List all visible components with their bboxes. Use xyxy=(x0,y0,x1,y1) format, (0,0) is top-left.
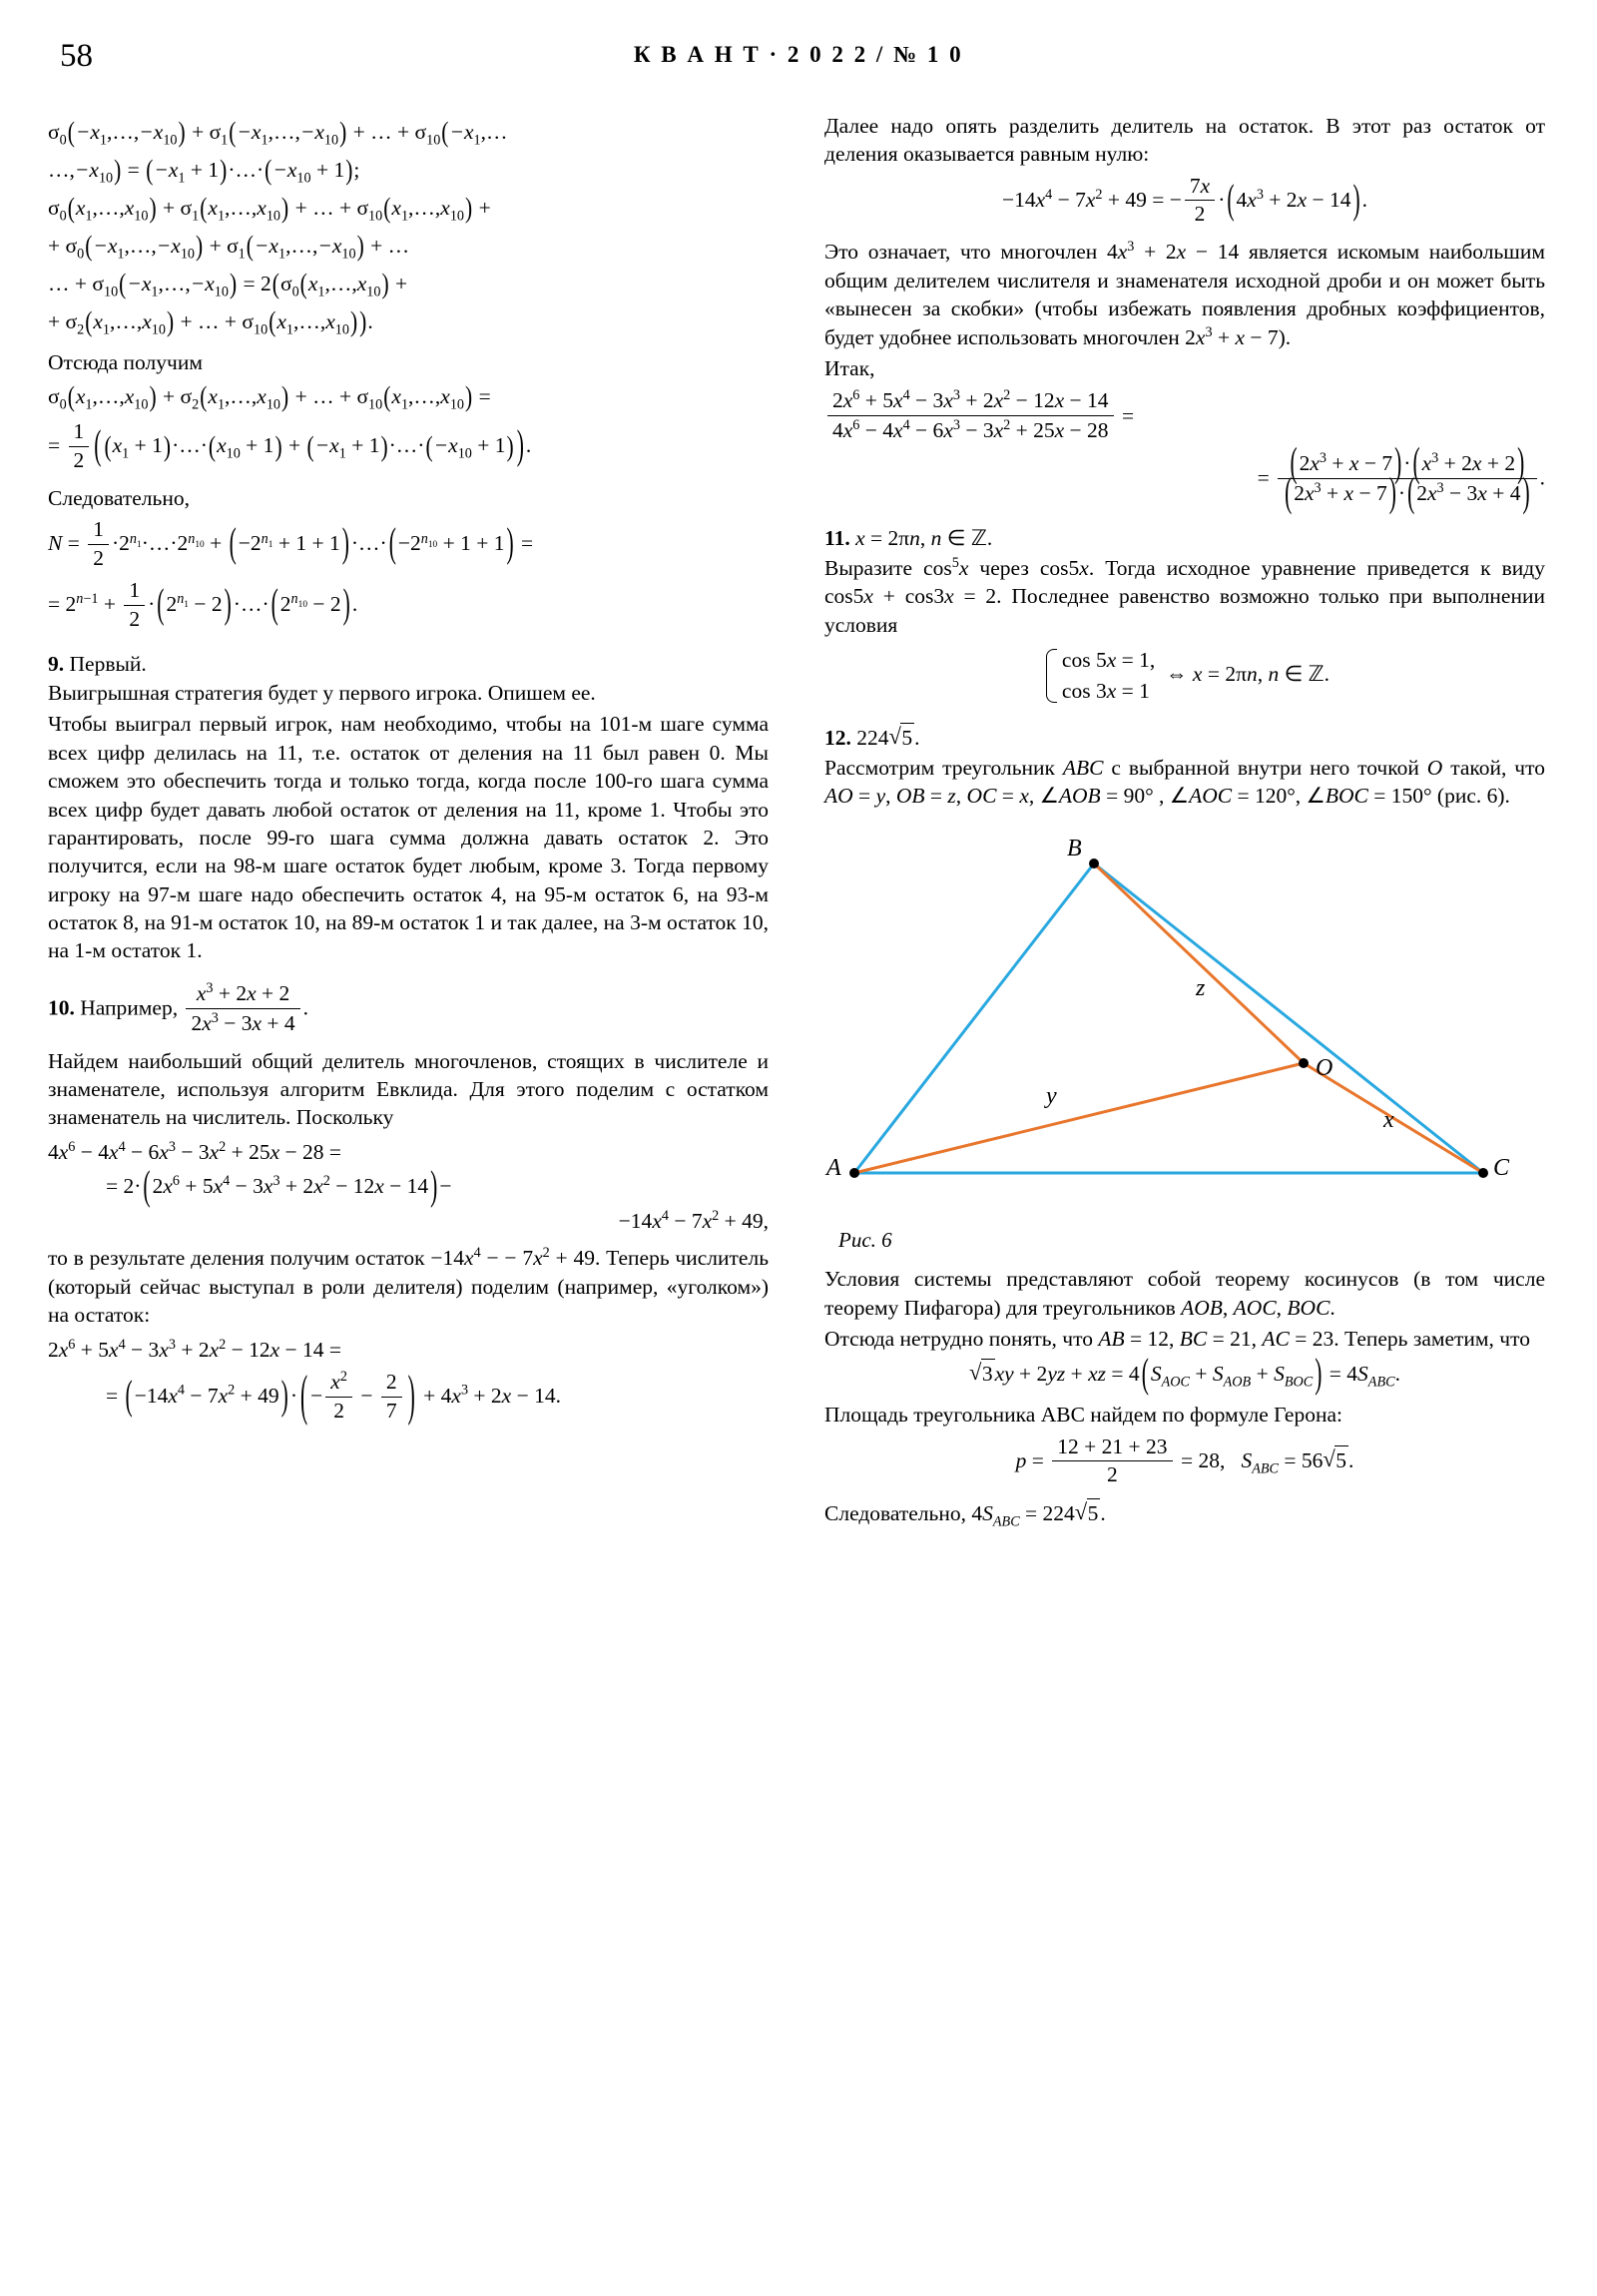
solution-10-fraction xyxy=(186,980,299,1037)
page-number: 58 xyxy=(60,38,93,74)
two-column-body xyxy=(48,112,1549,2266)
right-paragraph-5: Отсюда нетрудно понять, что AB = 12, BC = 21, AC = 23. Теперь заметим, что xyxy=(824,1326,1530,1351)
right-paragraph-4: Условия системы представляют собой теорему косинусов (в том числе теорему Пифагора) для треугольников AOB, AOC, BOC. xyxy=(824,1267,1545,1320)
vertex-o-dot xyxy=(1299,1058,1309,1068)
equation-6-line-1: $2x^6 + 5x^4 - 3x^3 + 2x^2 - 12x - 14$ = xyxy=(48,1336,342,1362)
equation-4-line-2: = $2^{n-1}$ + $\frac{1}{2}$ $\cdot(2^{n_1}$ − $2)\cdot\dots\cdot(2^{n_{10}} - 2)$. xyxy=(48,577,358,631)
right-paragraph-6: Площадь треугольника ABC найдем по формуле Герона: xyxy=(824,1403,1342,1428)
equation-1-line-1: $\sigma_0(-x_1,\dots,-x_{10})$ + $\sigma_1(-x_1,\dots,-x_{10})$ + … + $\sigma_{10}(-x_1,\dots$ xyxy=(48,115,508,149)
solution-10-heading: 10. Например, $\frac{x^3 + 2x + 2}{2x^3 - 3x + 4}$ . xyxy=(48,979,309,1035)
vertex-a-dot xyxy=(849,1168,859,1178)
solution-9-heading xyxy=(48,650,769,678)
equation-1-line-2: $\dots,-x_{10}) = (-x_1$ + $1)\cdot\dots\cdot(-x_{10} + 1)$; xyxy=(48,153,360,187)
system-brace xyxy=(1040,645,1155,707)
equation-3-line-2: = $\frac{1}{2}$ ( ($x_1$ + $1)\cdot\dots\cdot(x_{10} + 1) + (-x_1$ + $1)\cdot\dots\cdot(-x_{10} + 1)$ ). xyxy=(48,419,532,473)
fraction-denominator: $2x^3 - 3x + 4$ xyxy=(191,1009,295,1035)
equation-7: $-14x^4 - 7x^2 + 49$ = − $\frac{7x}{2}$ $\cdot(4x^3 + 2x - 14)$. xyxy=(1001,173,1368,227)
equation-8-right: = $\frac{(2x^3 + x - 7)\cdot(x^3 + 2x + 2)}{(2x^3 + x - 7)\cdot(2x^3 - 3x + 4)}$ . xyxy=(1257,439,1545,516)
segment-bo xyxy=(1094,863,1304,1063)
page-header xyxy=(60,38,1537,78)
system-conclusion: ⇔ x = 2πn, n ∈ ℤ. xyxy=(1160,662,1331,687)
solution-10-lead: Например, xyxy=(80,995,179,1020)
solution-9-paragraph-1: Выигрышная стратегия будет у первого игрока. Опишем ее. xyxy=(48,681,596,706)
equation-2-line-2: + $\sigma_0(-x_1,\dots,-x_{10})$ + $\sigma_1(-x_1,\dots,-x_{10})$ + … xyxy=(48,229,410,263)
paragraph-therefore: Следовательно, xyxy=(48,486,190,511)
figure-6-svg xyxy=(824,824,1523,1223)
solution-11-heading xyxy=(824,524,1545,552)
equation-3-line-1: $\sigma_0(x_1,\dots,x_{10})$ + $\sigma_2(x_1,\dots,x_{10})$ + … + $\sigma_{10}(x_1,\dots,x_{10})$ = xyxy=(48,380,491,413)
right-paragraph-7: Следовательно, $4S_{ABC} = 224$ √ 5. xyxy=(824,1498,1545,1531)
system-row-1: cos 5x = 1, xyxy=(1061,648,1156,672)
equation-6-line-2: = $(-14x^4 - 7x^2 + 49)\cdot$ ( − $\frac{x^2}{2}$ − $\frac{2}{7}$ ) + $4x^3 + 2x - 14$. xyxy=(106,1364,561,1427)
solution-9-paragraph-2: Чтобы выиграл первый игрок, нам необходимо, чтобы на 101-м шаге сумма всех цифр делилась на 11, т.е. остаток от деления на 11 был равен 0. Мы сможем это обеспечить тогда и только тогда, когда после 100-го шага сумма всех цифр будет давать любой остаток от деления на 11, кроме 1. Чтобы это гарантировать, после 99-го шага сумма должна давать остаток 2. Это получится, если на 98-м шаге остаток будет любым, кроме 3. Тогда первому игроку на 97-м шаге надо обеспечить остаток 4, на 95-м остаток 6, на 93-м остаток 8, на 91-м остаток 10, на 89-м остаток 1 и так далее, на 3-м остаток 10, на 1-м остаток 1. xyxy=(48,712,769,963)
solution-12-paragraph-1: Рассмотрим треугольник ABC с выбранной внутри него точкой O такой, что AO = y, OB = z, OC = x, ∠AOB = 90° , ∠AOC = 120°, ∠BOC = 150° (рис. 6). xyxy=(824,755,1545,809)
solution-10-paragraph-1: Найдем наибольший общий делитель многочленов, стоящих в числителе и знаменателе, используя алгоритм Евклида. Для этого поделим с остатком знаменатель на числитель. Поскольку xyxy=(48,1048,769,1130)
system-row-2: cos 3x = 1 xyxy=(1061,679,1150,704)
label-a: A xyxy=(826,1155,841,1182)
left-column xyxy=(48,112,769,2266)
solution-12-number: 12. xyxy=(824,726,851,751)
figure-6-caption: Рис. 6 xyxy=(838,1228,892,1253)
fraction-numerator: $x^3 + 2x + 2$ xyxy=(186,980,299,1009)
equation-5-line-2: = $2\cdot(2x^6 + 5x^4 - 3x^3 + 2x^2 - 12x - 14)-$ xyxy=(106,1163,452,1209)
label-b: B xyxy=(1067,836,1082,862)
equation-10: p = $\frac{12 + 21 + 23}{2}$ = 28, $S_{ABC} = 56$ √ 5. xyxy=(824,1435,1545,1490)
right-paragraph-1: Далее надо опять разделить делитель на остаток. В этот раз остаток от деления оказывается равным нулю: xyxy=(824,114,1545,167)
right-paragraph-3: Итак, xyxy=(824,356,875,381)
label-x: x xyxy=(1383,1107,1394,1134)
solution-10-number: 10. xyxy=(48,995,75,1020)
right-column xyxy=(824,112,1545,2266)
figure-6 xyxy=(824,824,1523,1223)
vertex-b-dot xyxy=(1089,859,1099,868)
label-o: O xyxy=(1316,1055,1333,1082)
equation-2-line-3: … + $\sigma_{10}(-x_1,\dots,-x_{10})$ = $2(\sigma_0(x_1,\dots,x_{10})$ + xyxy=(48,267,408,300)
solution-9-number: 9. xyxy=(48,651,65,676)
equation-9: √ 3xy + 2yz + xz = $4(S_{AOC} + S_{AOB} + S_{BOC}) = 4S_{ABC}$. xyxy=(824,1359,1545,1392)
equation-5-line-1: $4x^6 - 4x^4 - 6x^3 - 3x^2 + 25x - 28$ = xyxy=(48,1138,342,1164)
running-title: К В А Н Т · 2 0 2 2 / № 1 0 xyxy=(633,42,964,67)
right-paragraph-2: Это означает, что многочлен $4x^3 + 2x - 14$ является искомым наибольшим общим делителем числителя и знаменателя исходной дроби и он может быть «вынесен за скобки» (чтобы избежать появления дробных коэффициентов, будет удобнее использовать многочлен $2x^3 + x - 7$). xyxy=(824,239,1545,349)
solution-11-paragraph-1: Выразите $\cos^5x$ через cos5x. Тогда исходное уравнение приведется к виду cos5x + cos3x = 2. Последнее равенство возможно только при выполнении условия xyxy=(824,554,1545,637)
solution-10-paragraph-2: то в результате деления получим остаток $-14x^4$ − − $7x^2 + 49$. Теперь числитель (который сейчас выступал в роли делителя) поделим (например, «уголком») на остаток: xyxy=(48,1245,770,1328)
equation-2-line-4: + $\sigma_2(x_1,\dots,x_{10})$ + … + $\sigma_{10}(x_1,\dots,x_{10})$). xyxy=(48,304,373,338)
solution-11-number: 11. xyxy=(824,526,850,551)
label-c: C xyxy=(1493,1155,1510,1182)
label-z: z xyxy=(1196,975,1206,1002)
solution-12-answer: 224 √ 5. xyxy=(856,726,919,750)
equation-8-left: $\frac{2x^6 + 5x^4 - 3x^3 + 2x^2 - 12x - 14}{4x^6 - 4x^4 - 6x^3 - 3x^2 + 25x - 28}$ = xyxy=(824,389,1545,446)
equation-system-11 xyxy=(824,645,1545,707)
solution-9-answer: Первый. xyxy=(69,651,147,676)
equation-2-line-1: $\sigma_0(x_1,\dots,x_{10})$ + $\sigma_1(x_1,\dots,x_{10})$ + … + $\sigma_{10}(x_1,\dots,x_{10})$ + xyxy=(48,191,491,225)
equation-5-line-3: $-14x^4 - 7x^2 + 49$, xyxy=(618,1207,769,1234)
segment-ao xyxy=(854,1063,1304,1173)
equation-4-line-1: N = $\frac{1}{2}$ $\cdot 2^{n_1}\cdot\dots\cdot 2^{n_{10}} + (-2^{n_1} + 1$ + $1)\cdot\dots\cdot(-2^{n_{10}} + 1 + 1)$ = xyxy=(48,517,534,571)
label-y: y xyxy=(1046,1083,1057,1110)
solution-11-answer: x = 2πn, n ∈ ℤ. xyxy=(855,526,993,551)
vertex-c-dot xyxy=(1478,1168,1488,1178)
solution-12-heading xyxy=(824,723,1545,752)
paragraph-hence: Отсюда получим xyxy=(48,350,203,375)
